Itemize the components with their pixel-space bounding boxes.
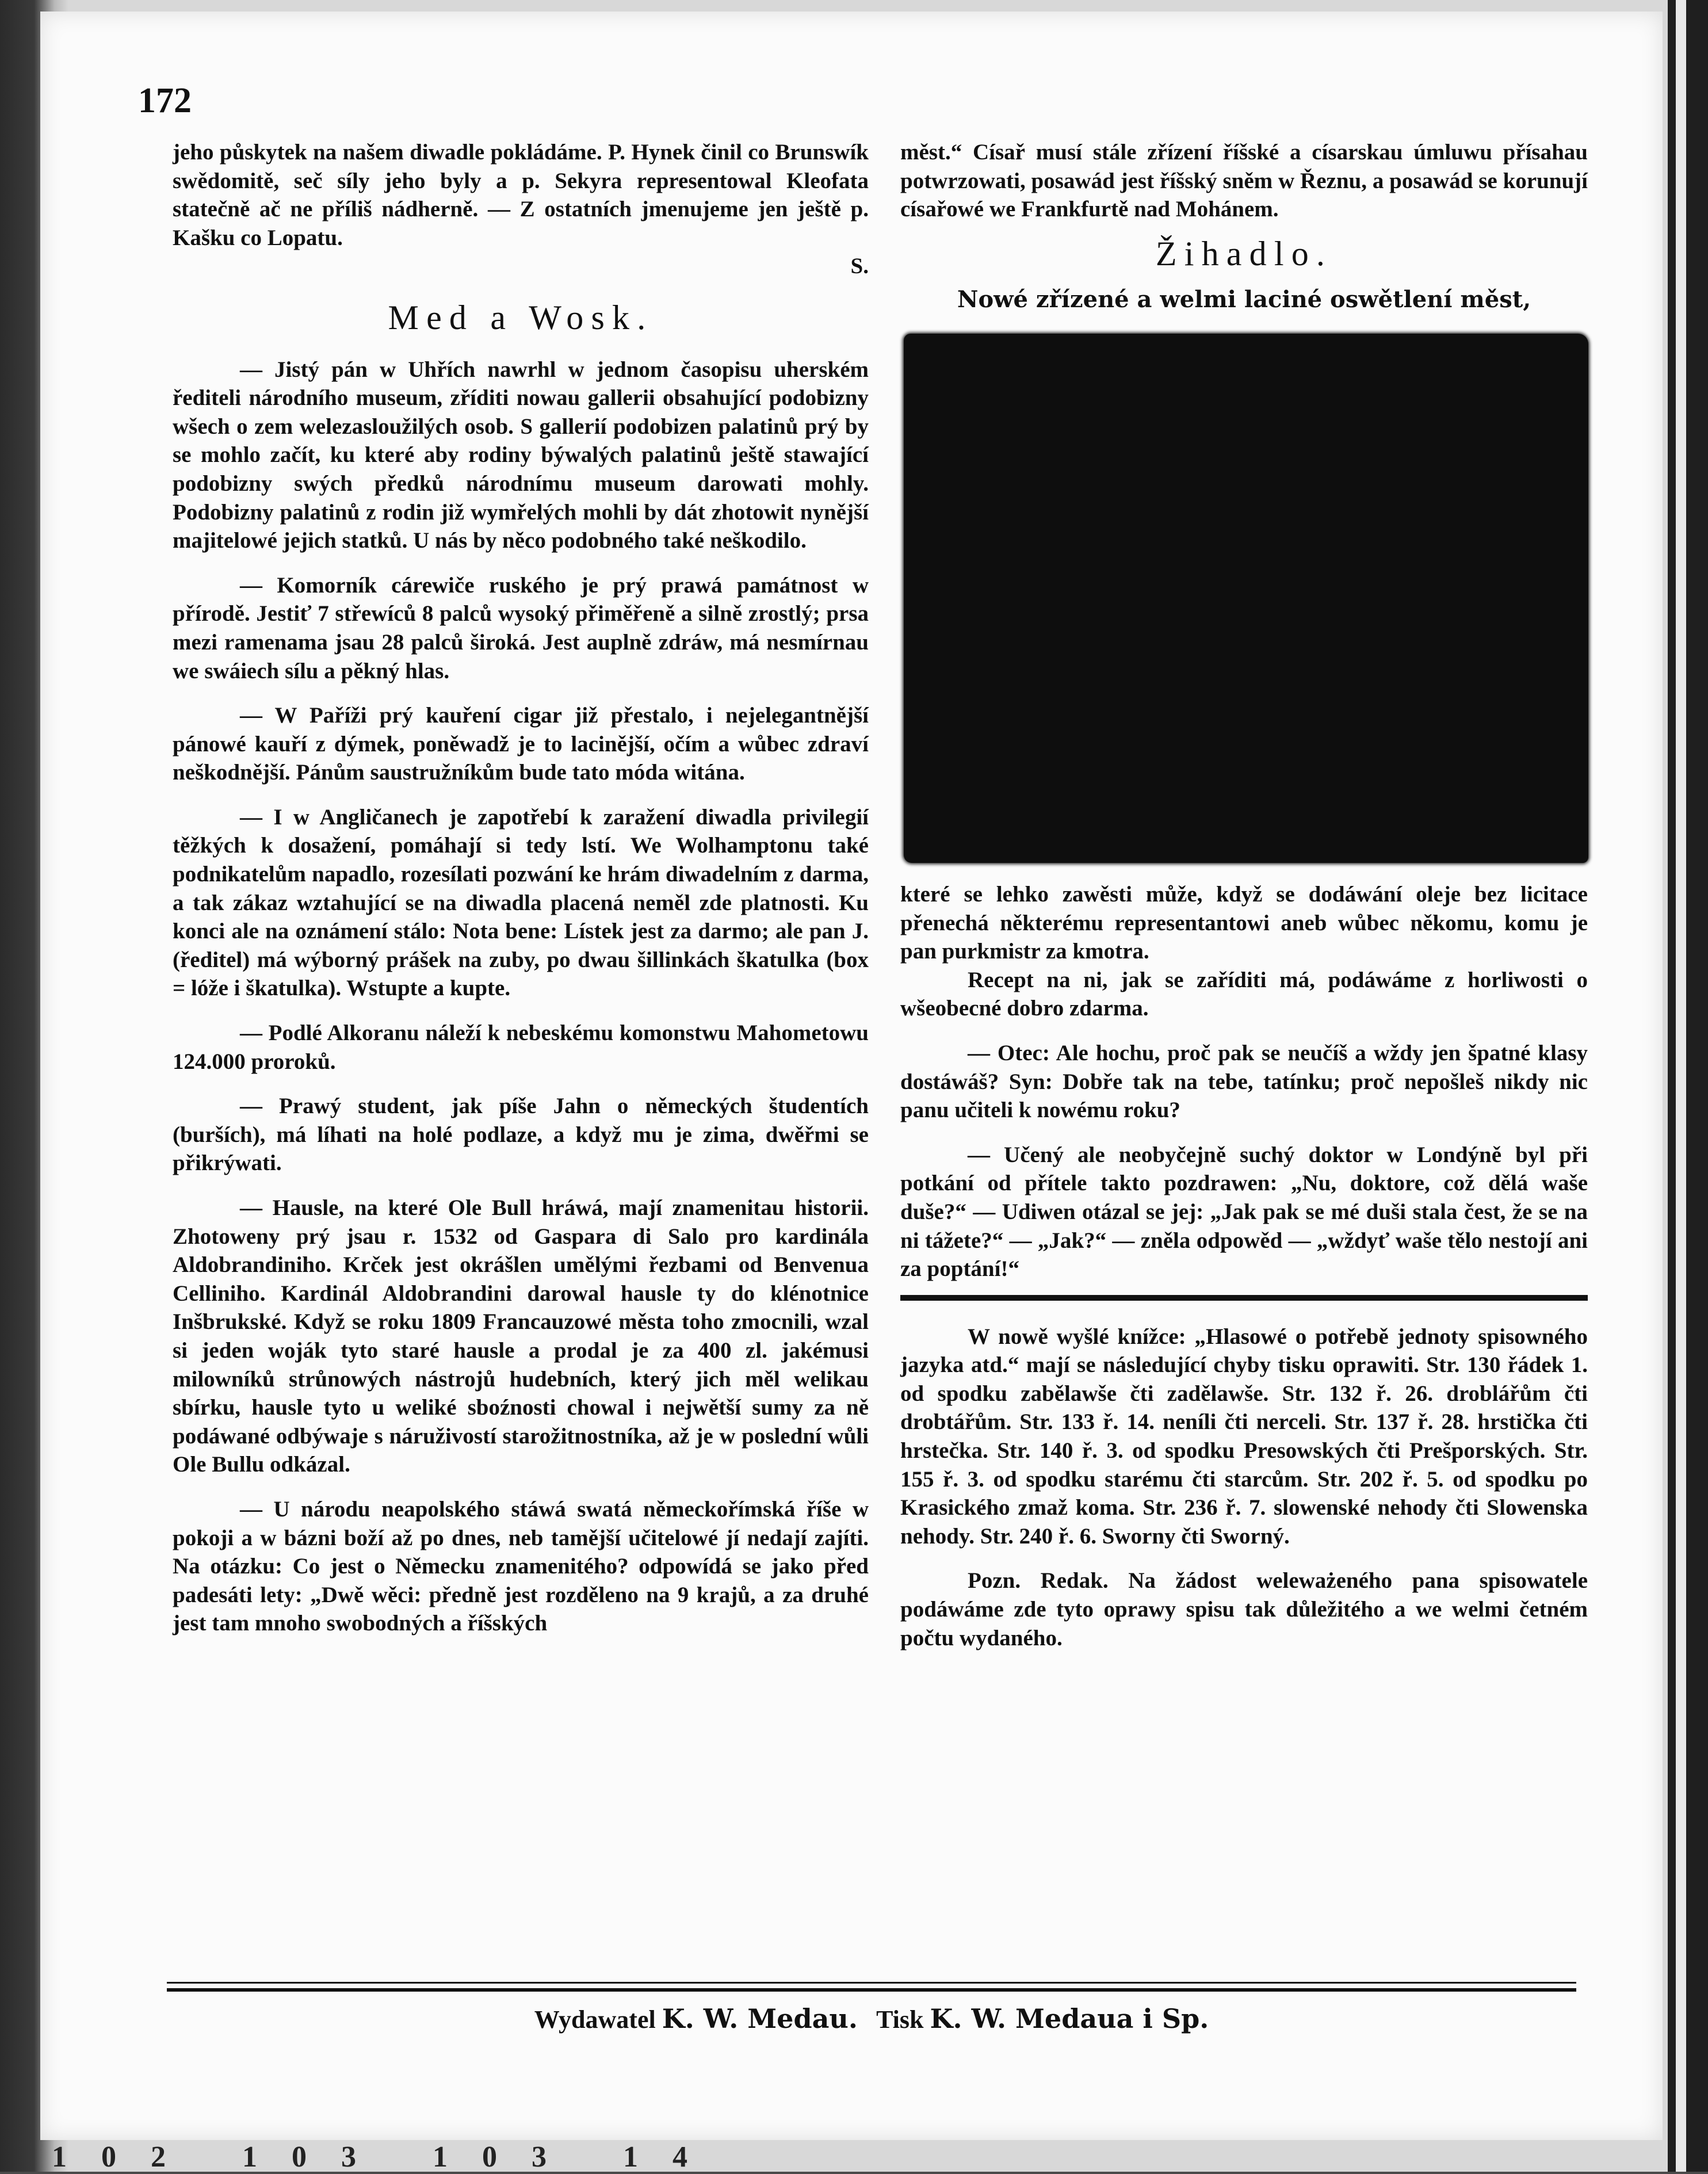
section-divider	[900, 1295, 1588, 1301]
signature: S.	[850, 254, 869, 279]
right-column	[900, 138, 1588, 1668]
article-paragraph: které se lehko zawěsti může, když se dodáwání oleje bez licitace přenechá některému representantowi aneb wůbec někomu, komu je pan purkmistr za kmotra.	[900, 881, 1588, 964]
article-paragraph: Recept na ni, jak se zaříditi má, podáwáme z horliwosti o wšeobecné dobro zdarma.	[900, 967, 1588, 1021]
printer-name: K. W. Medaua i Sp.	[930, 2003, 1209, 2034]
page-number: 172	[138, 81, 192, 120]
article-paragraph: — U národu neapolského stáwá swatá německořímská říše w pokoji a w bázni boží až po dnes, neb tamější učitelowé jí nedají zajíti. Na otázku: Co jest o Německu znamenitého? odpowídá se jako před padesáti lety: „Dwě wěci: předně jest rozděleno na 9 krajů, a za druhé jest tam mnoho swobodných a říšských	[173, 1496, 869, 1636]
section-title-zihadlo: Žihadlo.	[1155, 234, 1333, 273]
dialog-paragraph: — Otec: Ale hochu, proč pak se neučíš a wždy jen špatné klasy dostáwáš? Syn: Dobře tak na tebe, tatínku; proč nepošleš nikdy nic panu učiteli k nowému roku?	[900, 1040, 1588, 1123]
errata-paragraph: W nowě wyšlé knížce: „Hlasowé o potřebě jednoty spisowného jazyka atd.“ mají se následující chyby tisku oprawiti. Str. 130 řádek 1. od spodku zabělawše čti zadělawše. Str. 132 ř. 26. droblářům čti drobtářům. Str. 133 ř. 14. neníli čti nerceli. Str. 137 ř. 28. hrstička čti hrstečka. Str. 140 ř. 3. od spodku Presowských čti Prešporských. Str. 155 ř. 3. od spodku starému čti starcům. Str. 202 ř. 5. od spodku po Krasického zmaž koma. Str. 236 ř. 7. slowenské nehody čti Slowenska nehody. Str. 240 ř. 6. Sworny čti Sworný.	[900, 1324, 1588, 1549]
continuation-paragraph: měst.“ Císař musí stále zřízení říšské a císarskau úmluwu přísahau potwrzowati, posawád jest říšský sněm w Řeznu, a posawád se korunují císařowé we Frankfurtě nad Mohánem.	[900, 140, 1588, 222]
scan-right-edge	[1668, 0, 1708, 2172]
article-paragraph: — Jistý pán w Uhřích nawrhl w jednom časopisu uherském řediteli národního museum, zříditi nowau gallerii obsahující podobizny wšech o zem welezasloužilých osob. S gallerií podobizen palatinů prý by se mohlo začít, ku které aby rodiny býwalých palatinů ještě stawající podobizny swých předků národnímu museum darowati mohly. Podobizny palatinů z rodin již wymřelých mohli by dát zhotowit nynější majitelowé jejich statků. U nás by něco podobného také neškodilo.	[173, 357, 869, 553]
publisher-label: Wydawatel	[534, 2005, 656, 2034]
printer-label: Tisk	[876, 2005, 924, 2034]
article-paragraph: — Hausle, na které Ole Bull hráwá, mají znamenitau historii. Zhotoweny prý jsau r. 1532 od Gaspara di Salo pro kardinála Aldobrandiniho. Krček jest okrášlen umělými řezbami od Benvenua Celliniho. Kardinál Aldobrandini darowal hausle ty do klénotnice Inšbrukské. Když se roku 1809 Francauzowé města toho zmocnili, wzal si jeden woják tyto staré hausle a prodal je za 400 zl. jakémusi milowníků strůnowých nástrojů hudebních, který jich měl welikau sbírku, hausle tyto u weliké sboźnosti chowal i nejwětší sumy za ně podáwané odbýwaje s náruživostí starožitnostníka, až je w poslední wůli Ole Bullu odkázal.	[173, 1195, 869, 1477]
intro-paragraph: jeho půskytek na našem diwadle pokládáme. P. Hynek činil co Brunswík swědomitě, seč síly jeho byly a p. Sekyra representowal Kleofata statečně ač ne příliš nádherně. — Z ostatních jmenujeme jen ještě p. Kašku co Lopatu.	[173, 140, 869, 250]
edge-marks: 102 103 103 14	[52, 2141, 722, 2173]
section-title-med-a-wosk: Med a Wosk.	[388, 298, 654, 337]
article-paragraph: — Prawý student, jak píše Jahn o německých študentích (burších), má líhati na holé podlaze, a když mu je zima, dwěřmi se přikrýwati.	[173, 1094, 869, 1176]
dialog-paragraph: — Učený ale neobyčejně suchý doktor w Londýně byl při potkání od přítele takto pozdrawen: „Nu, doktore, což dělá waše duše?“ — Udiwen otázal se jej: „Jak pak se mé duši stala čest, že se na ni tážete?“ — „Jak?“ — zněla odpowěd — „wždyť waše tělo nestojí ani za poptání!“	[900, 1142, 1588, 1282]
article-paragraph: — I w Angličanech je zapotřebí k zaražení diwadla privilegií těžkých k dosažení, pomáhají si tedy lstí. We Wolhamptonu také podnikatelům napadlo, rozesílati pozwání ke hrám diwadelním z darma, a tak zákaz wztahující se na diwadla placená neměl zde platnosti. Ku konci ale na oznámení stálo: Nota bene: Lístek jest za darmo; ale pan J. (ředitel) má wýborný prášek na zuby, po dwau šillinkách škatulka (box = lóže i škatulka). Wstupte a kupte.	[173, 804, 869, 1001]
footer-rule	[167, 1982, 1576, 1984]
article-paragraph: — Komorník cárewiče ruského je prý prawá památnost w přírodě. Jestiť 7 střewíců 8 palců wysoký přiměřeně a silně zrostlý; prsa mezi ramenama jsau 28 palců široká. Jest auplně zdráw, má nesmírnau we swáiech sílu a pěkný hlas.	[173, 572, 869, 683]
imprint-footer	[167, 2003, 1576, 2034]
section-subheading: Nowé zřízené a welmi laciné oswětlení měst,	[957, 286, 1531, 314]
article-paragraph: — W Paříži prý kauření cigar již přestalo, i nejelegantnější pánowé kauří z dýmek, poněwadž je to lacinější, očím a wůbec zdraví neškodnější. Pánům saustružníkům bude tato móda witána.	[173, 703, 869, 785]
article-paragraph: — Podlé Alkoranu náleží k nebeskému komonstwu Mahometowu 124.000 proroků.	[173, 1021, 869, 1074]
editor-note: Pozn. Redak. Na žádost weleważeného pana spisowatele podáwáme zde tyto oprawy spisu tak důležitého a we welmi četném počtu wydaného.	[900, 1568, 1588, 1650]
footer-rule	[167, 1988, 1576, 1992]
left-column	[173, 138, 869, 1638]
black-lamp-illustration	[904, 334, 1588, 863]
publisher-name: K. W. Medau.	[662, 2003, 858, 2034]
